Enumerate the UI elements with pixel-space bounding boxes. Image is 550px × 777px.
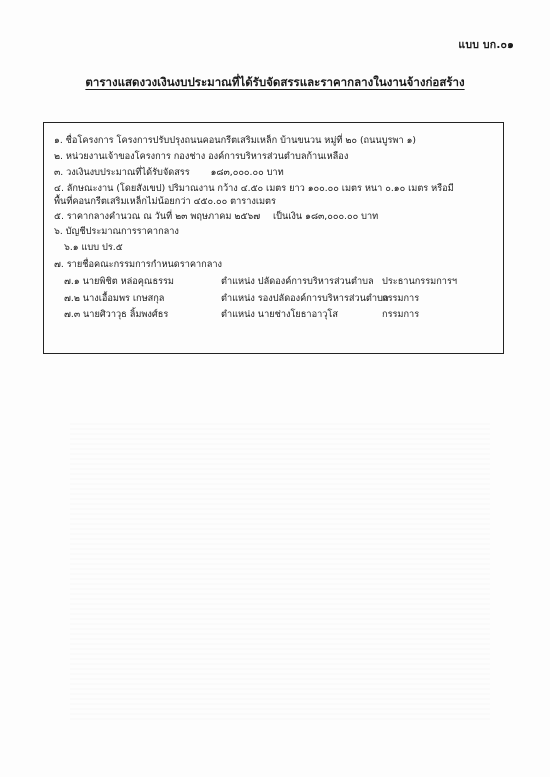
work-nature-line2: พื้นที่คอนกรีตเสริมเหล็กไม่น้อยกว่า ๔๕๐.๐๐ ตารางเมตร bbox=[54, 196, 276, 207]
owner-agency: ๒. หน่วยงานเจ้าของโครงการ กองช่าง องค์การบริหารส่วนตำบลก้านเหลือง bbox=[54, 151, 349, 162]
info-box bbox=[43, 122, 504, 354]
committee-member-position: ตำแหน่ง นายช่างโยธาอาวุโส bbox=[221, 309, 338, 320]
committee-member-name: ๗.๑ นายพิชิต หล่อคุณธรรม bbox=[64, 276, 174, 287]
work-nature-line1: ๔. ลักษณะงาน (โดยสังเขป) ปริมาณงาน กว้าง ๔.๕๐ เมตร ยาว ๑๐๐.๐๐ เมตร หนา ๐.๑๐ เมตร หรือมี bbox=[54, 183, 454, 194]
committee-member-position: ตำแหน่ง ปลัดองค์การบริหารส่วนตำบล bbox=[221, 276, 374, 287]
committee-member-name: ๗.๓ นายศิวาวุธ ลิ้มพงศ์ธร bbox=[64, 309, 169, 320]
median-price-amount: เป็นเงิน ๑๘๓,๐๐๐.๐๐ บาท bbox=[273, 211, 379, 222]
form-code: แบบ บก.๐๑ bbox=[458, 39, 514, 51]
project-name: ๑. ชื่อโครงการ โครงการปรับปรุงถนนคอนกรีตเสริมเหล็ก บ้านขนวน หมู่ที่ ๒๐ (ถนนบูรพา ๑) bbox=[54, 135, 416, 146]
committee-label: ๗. รายชื่อคณะกรรมการกำหนดราคากลาง bbox=[54, 259, 222, 270]
estimate-sources-label: ๖. บัญชีประมาณการราคากลาง bbox=[54, 226, 179, 237]
budget-amount: ๑๘๓,๐๐๐.๐๐ บาท bbox=[210, 167, 284, 178]
scan-texture bbox=[70, 420, 490, 720]
median-price-line bbox=[54, 212, 378, 221]
estimate-source-item: ๖.๑ แบบ ปร.๕ bbox=[64, 242, 123, 253]
committee-member-name: ๗.๒ นางเอื้อมพร เกษสกุล bbox=[64, 293, 165, 304]
committee-member-position: ตำแหน่ง รองปลัดองค์การบริหารส่วนตำบล bbox=[221, 293, 389, 304]
median-price-date: ๕. ราคากลางคำนวณ ณ วันที่ ๒๓ พฤษภาคม ๒๕๖๗ bbox=[54, 211, 261, 222]
budget-line bbox=[54, 168, 284, 177]
committee-member-role: กรรมการ bbox=[382, 309, 420, 320]
budget-label: ๓. วงเงินงบประมาณที่ได้รับจัดสรร bbox=[54, 167, 190, 178]
committee-member-role: ประธานกรรมการฯ bbox=[382, 276, 458, 287]
committee-member-role: กรรมการ bbox=[382, 293, 420, 304]
document-title: ตารางแสดงวงเงินงบประมาณที่ได้รับจัดสรรและราคากลางในงานจ้างก่อสร้าง bbox=[85, 75, 465, 89]
